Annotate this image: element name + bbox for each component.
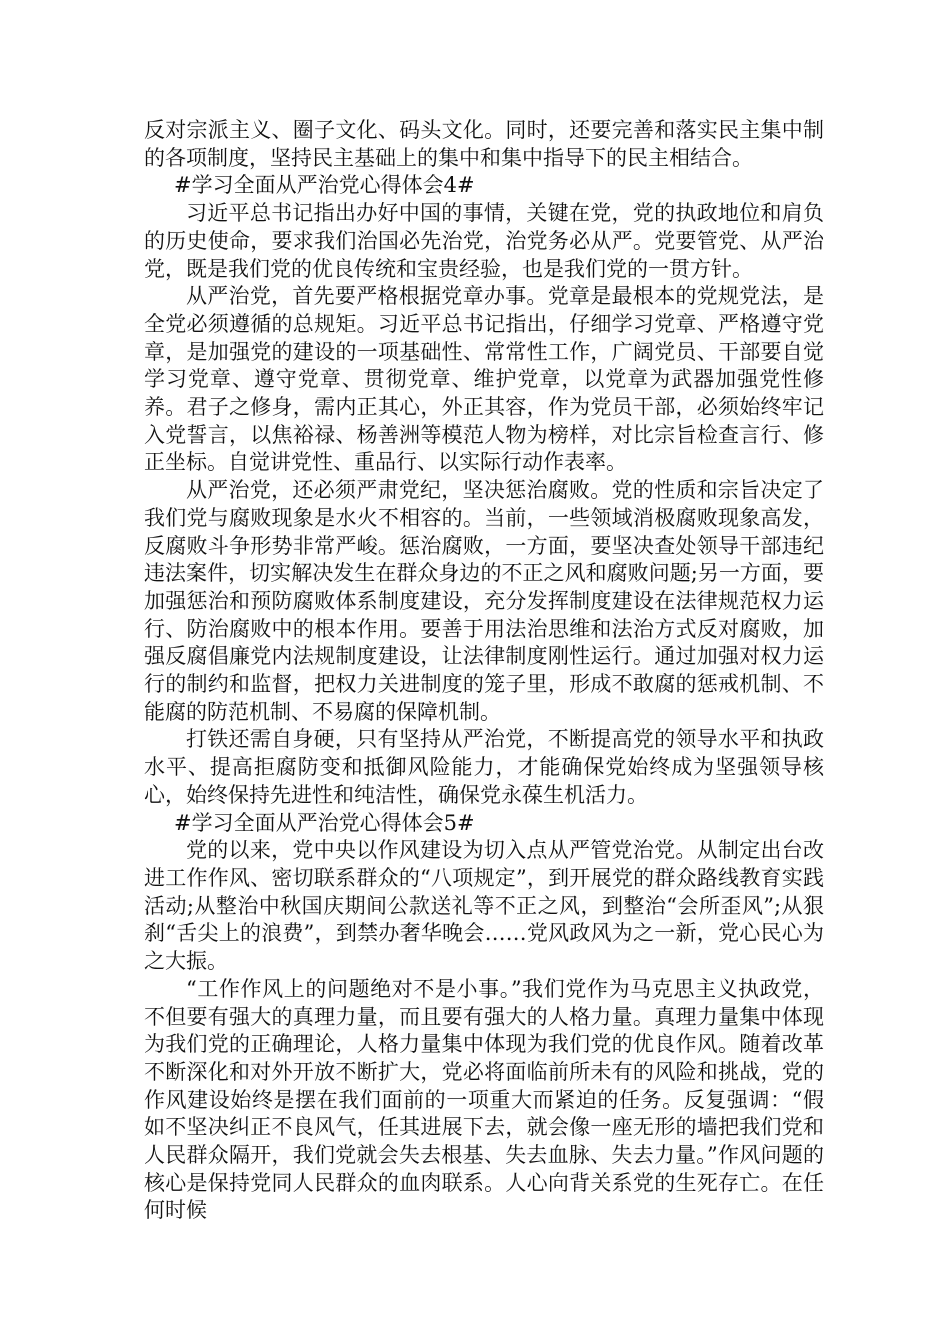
paragraph: “工作作风上的问题绝对不是小事。”我们党作为马克思主义执政党，不但要有强大的真理力量，而且要有强大的人格力量。真理力量集中体现为我们党的正确理论，人格力量集中体现为我们党的优良作风。随着改革不断深化和对外开放不断扩大，党必将面临前所未有的风险和挑战，党的作风建设始终是摆在我们面前的一项重大而紧迫的任务。反复强调：“假如不坚决纠正不良风气，任其进展下去，就会像一座无形的墙把我们党和人民群众隔开，我们党就会失去根基、失去血脉、失去力量。”作风问题的核心是保持党同人民群众的血肉联系。人心向背关系党的生死存亡。在任何时候 [144, 976, 824, 1223]
section-heading-5: #学习全面从严治党心得体会5# [174, 810, 475, 835]
section-heading-4: #学习全面从严治党心得体会4# [174, 173, 475, 198]
paragraph: 党的以来，党中央以作风建设为切入点从严管党治党。从制定出台改进工作作风、密切联系群众的“八项规定”，到开展党的群众路线教育实践活动;从整治中秋国庆期间公款送礼等不正之风，到整治“会所歪风”;从狠刹“舌尖上的浪费”，到禁办奢华晚会……党风政风为之一新，党心民心为之大振。 [144, 838, 824, 974]
paragraph-continuation: 反对宗派主义、圈子文化、码头文化。同时，还要完善和落实民主集中制的各项制度，坚持民主基础上的集中和集中指导下的民主相结合。 [144, 118, 824, 170]
paragraph: 打铁还需自身硬，只有坚持从严治党，不断提高党的领导水平和执政水平、提高拒腐防变和抵御风险能力，才能确保党始终成为坚强领导核心，始终保持先进性和纯洁性，确保党永葆生机活力。 [144, 727, 824, 807]
document-page [144, 117, 824, 1225]
paragraph: 习近平总书记指出办好中国的事情，关键在党，党的执政地位和肩负的历史使命，要求我们治国必先治党，治党务必从严。党要管党、从严治党，既是我们党的优良传统和宝贵经验，也是我们党的一贯方针。 [144, 201, 824, 281]
paragraph: 从严治党，还必须严肃党纪，坚决惩治腐败。党的性质和宗旨决定了我们党与腐败现象是水火不相容的。当前，一些领域消极腐败现象高发，反腐败斗争形势非常严峻。惩治腐败，一方面，要坚决查处领导干部违纪违法案件，切实解决发生在群众身边的不正之风和腐败问题;另一方面，要加强惩治和预防腐败体系制度建设，充分发挥制度建设在法律规范权力运行、防治腐败中的根本作用。要善于用法治思维和法治方式反对腐败，加强反腐倡廉党内法规制度建设，让法律制度刚性运行。通过加强对权力运行的制约和监督，把权力关进制度的笼子里，形成不敢腐的惩戒机制、不能腐的防范机制、不易腐的保障机制。 [144, 478, 824, 724]
paragraph: 从严治党，首先要严格根据党章办事。党章是最根本的党规党法，是全党必须遵循的总规矩。习近平总书记指出，仔细学习党章、严格遵守党章，是加强党的建设的一项基础性、常常性工作，广阔党员、干部要自觉学习党章、遵守党章、贯彻党章、维护党章，以党章为武器加强党性修养。君子之修身，需内正其心，外正其容，作为党员干部，必须始终牢记入党誓言，以焦裕禄、杨善洲等模范人物为榜样，对比宗旨检查言行、修正坐标。自觉讲党性、重品行、以实际行动作表率。 [144, 284, 824, 475]
